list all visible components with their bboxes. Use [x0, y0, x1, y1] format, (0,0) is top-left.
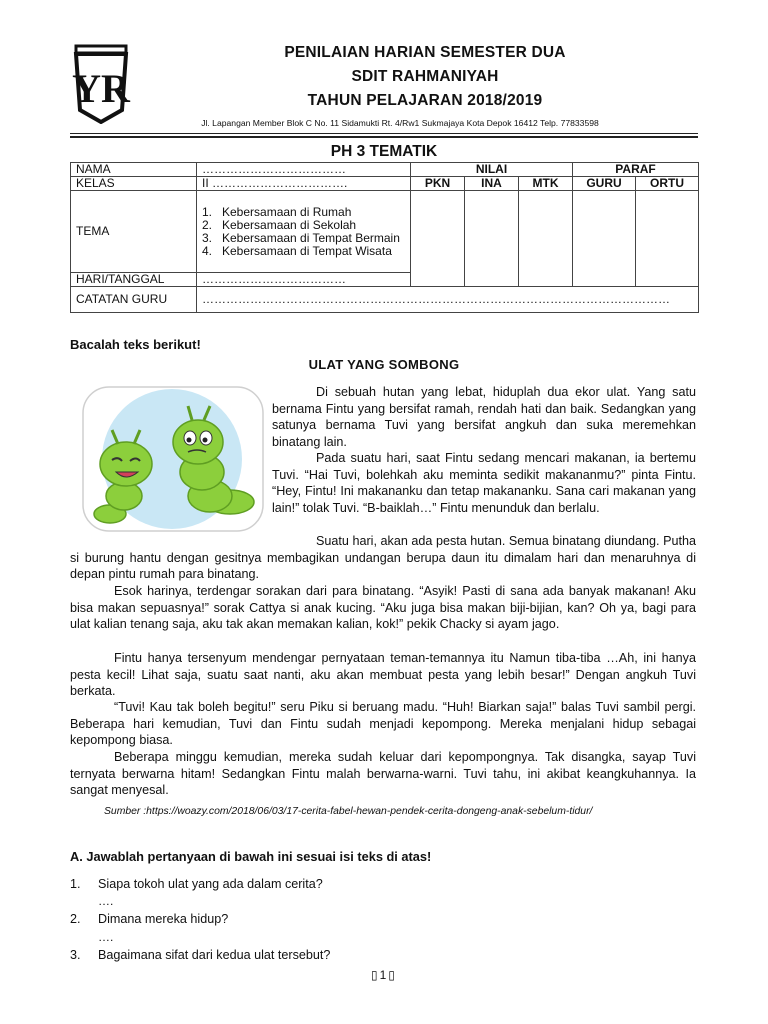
story-paragraph: Esok harinya, terdengar sorakan dari para binatang. “Asyik! Pasti di sana ada banyak makanan! Aku bisa makan sepuasnya!” sorak Cattya si anak kucing. “Aku juga bisa makan biji-bijian, kan? Oh ya, bagi para ulat kalian tenang saja, aku tak akan memakan kalian, kok!” pekik Chacky si ayam jago.: [70, 584, 696, 631]
answer-field[interactable]: ….: [98, 894, 114, 908]
nama-label: NAMA: [71, 163, 197, 177]
page-title: PH 3 TEMATIK: [330, 143, 438, 160]
story-source: Sumber :https://woazy.com/2018/06/03/17-cerita-fabel-hewan-pendek-cerita-dongeng-anak-sebelum-tidur/: [104, 806, 593, 817]
nilai-header: NILAI: [411, 163, 573, 177]
story-paragraph: Fintu hanya tersenyum mendengar pernyataan teman-temannya itu Namun tiba-tiba …Ah, ini hanya pesta kecil! Lihat saja, suatu saat nanti, aku akan membuat pesta yang lebih besar!” Dengan angkuh Tuvi berkata.: [70, 651, 696, 698]
answer-field[interactable]: ….: [98, 930, 114, 944]
header-divider: [70, 133, 698, 134]
header-line-2: SDIT RAHMANIYAH: [351, 68, 499, 85]
guru-header: GURU: [573, 177, 636, 191]
hari-field[interactable]: ………………………………: [197, 273, 411, 287]
page-number: ▯1▯: [371, 968, 397, 982]
tema-label: TEMA: [71, 191, 197, 273]
question-item: 1. Siapa tokoh ulat yang ada dalam cerita?: [70, 877, 323, 891]
kelas-label: KELAS: [71, 177, 197, 191]
tema-list: [202, 205, 405, 259]
section-a-heading: A. Jawablah pertanyaan di bawah ini sesuai isi teks di atas!: [70, 849, 432, 864]
nama-field[interactable]: ………………………………: [197, 163, 411, 177]
tema-item: 2. Kebersamaan di Sekolah: [202, 217, 357, 232]
header-line-3: TAHUN PELAJARAN 2018/2019: [307, 92, 543, 109]
student-info-table: [70, 162, 699, 313]
paraf-header: PARAF: [573, 163, 699, 177]
ortu-sign-cell[interactable]: [636, 191, 699, 287]
school-logo: [70, 44, 132, 124]
story-paragraph: Beberapa minggu kemudian, mereka sudah keluar dari kepompongnya. Tak disangka, sayap Tuvi ternyata berwarna hitam! Sedangkan Fintu malah berwarna-warni. Tuvi tahu, ini akibat keangkuhannya. Ia sangat menyesal.: [70, 750, 696, 797]
tema-list-cell: [197, 191, 411, 273]
story-paragraph: Di sebuah hutan yang lebat, hiduplah dua ekor ulat. Yang satu bernama Fintu yang bersifat ramah, rendah hati dan baik. Sedangkan yang satunya bernama Tuvi yang bersifat angkuh dan suka meremehkan binatang lain.: [272, 385, 696, 449]
ina-header: INA: [465, 177, 519, 191]
question-item: 3. Bagaimana sifat dari kedua ulat tersebut?: [70, 948, 331, 962]
catatan-label: CATATAN GURU: [71, 287, 197, 313]
tema-item: 4. Kebersamaan di Tempat Wisata: [202, 243, 392, 258]
tema-item: 1. Kebersamaan di Rumah: [202, 204, 352, 219]
guru-sign-cell[interactable]: [573, 191, 636, 287]
tema-item: 3. Kebersamaan di Tempat Bermain: [202, 230, 400, 245]
pkn-header: PKN: [411, 177, 465, 191]
question-item: 2. Dimana mereka hidup?: [70, 912, 229, 926]
mtk-header: MTK: [519, 177, 573, 191]
reading-instruction: Bacalah teks berikut!: [70, 337, 201, 352]
caterpillar-illustration: [80, 384, 266, 534]
catatan-field[interactable]: ………………………………………………………………………………………………………: [197, 287, 699, 313]
mtk-score-cell[interactable]: [519, 191, 573, 287]
hari-label: HARI/TANGGAL: [71, 273, 197, 287]
story-paragraph: “Tuvi! Kau tak boleh begitu!” seru Piku si beruang madu. “Huh! Biarkan saja!” balas Tuvi sambil pergi. Beberapa hari kemudian, Tuvi dan Fintu sudah menjadi kepompong. Mereka menjalani hidup sebagai kepompong biasa.: [70, 700, 696, 747]
ina-score-cell[interactable]: [465, 191, 519, 287]
header-divider-thick: [70, 136, 698, 138]
school-address: Jl. Lapangan Member Blok C No. 11 Sidamukti Rt. 4/Rw1 Sukmajaya Kota Depok 16412 Telp. 77833598: [201, 118, 599, 128]
story-paragraph: Suatu hari, akan ada pesta hutan. Semua binatang diundang. Putha si burung hantu dengan gesitnya membagikan undangan berupa daun itu dimalam hari dan menaruhnya di depan pintu rumah para binatang.: [70, 534, 696, 581]
kelas-field[interactable]: II …………………………….: [197, 177, 411, 191]
pkn-score-cell[interactable]: [411, 191, 465, 287]
logo-letters: YR: [72, 66, 130, 111]
story-paragraph: Pada suatu hari, saat Fintu sedang mencari makanan, ia bertemu Tuvi. “Hai Tuvi, bolehkah aku meminta sedikit makananmu?” pinta Fintu. “Hey, Fintu! Ini makananku dan tetap makananku. Sana cari makanan yang lain!” tolak Tuvi. “B-baiklah…” Fintu menunduk dan berlalu.: [272, 451, 696, 515]
ortu-header: ORTU: [636, 177, 699, 191]
story-title: ULAT YANG SOMBONG: [308, 357, 460, 372]
header-line-1: PENILAIAN HARIAN SEMESTER DUA: [284, 44, 566, 61]
